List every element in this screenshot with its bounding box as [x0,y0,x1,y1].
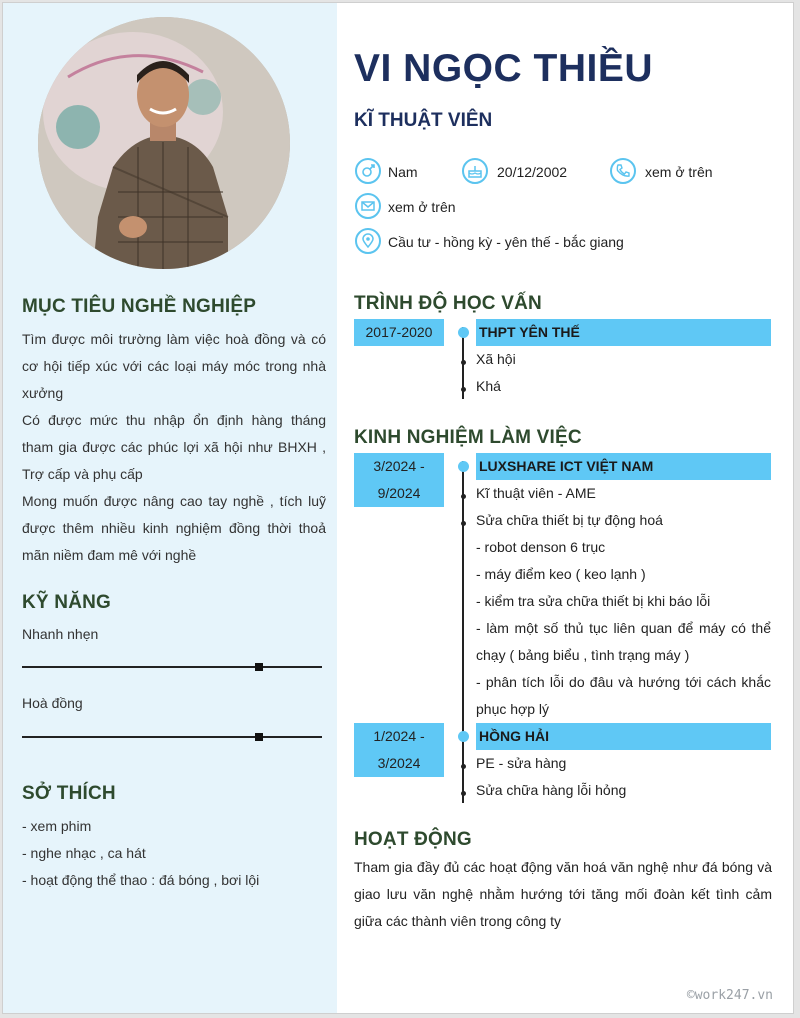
education-date: 2017-2020 [354,319,444,346]
hobby-item: - hoạt động thể thao : đá bóng , bơi lội [22,872,260,888]
email-icon [355,193,381,219]
hobby-item: - nghe nhạc , ca hát [22,845,146,861]
timeline-dot [458,731,469,742]
objective-paragraph-1: Tìm được môi trường làm việc hoà đồng và có cơ hội tiếp xúc với các loại máy móc trong nhà xưởng [22,331,326,401]
timeline-bullet [461,494,466,499]
hobbies-heading: SỞ THÍCH [22,783,116,804]
cv-page [2,2,794,1014]
objective-paragraph-2: Có được mức thu nhập ổn định hàng tháng tham gia được các phúc lợi xã hội như BHXH , Trợ cấp và phụ cấp [22,412,326,482]
education-school: THPT YÊN THẾ [476,319,771,346]
skill-level-marker [255,663,263,671]
skill-bar [22,736,322,738]
experience-date [354,723,444,777]
timeline-bullet [461,791,466,796]
email-value: xem ở trên [388,199,456,215]
gender-icon [355,158,381,184]
skills-heading: KỸ NĂNG [22,592,112,613]
phone-value: xem ở trên [645,164,713,180]
education-heading: TRÌNH ĐỘ HỌC VẤN [354,293,542,314]
timeline-bullet [461,387,466,392]
objective-paragraph-3: Mong muốn được nâng cao tay nghề , tích luỹ được thêm nhiều kinh nghiệm đồng thời thoả mãn niềm đam mê với nghề [22,493,326,563]
activities-text: Tham gia đầy đủ các hoạt động văn hoá văn nghệ như đá bóng và giao lưu văn nghệ nhằm hướng tới tăng mối đoàn kết tình cảm giữa các thành viên trong công ty [354,859,772,929]
objective-heading: MỤC TIÊU NGHỀ NGHIỆP [22,296,257,317]
experience-company: HỒNG HẢI [476,723,771,750]
gender-value: Nam [388,164,418,180]
education-detail: Xã hội [476,351,516,367]
candidate-name: VI NGỌC THIỀU [354,47,654,90]
experience-timeline [462,461,464,803]
experience-task: Sửa chữa hàng lỗi hỏng [476,782,627,798]
timeline-bullet [461,360,466,365]
timeline-dot [458,461,469,472]
birthday-cake-icon [462,158,488,184]
experience-task-item: - máy điểm keo ( keo lạnh ) [476,566,646,582]
avatar [38,17,290,269]
experience-date-start: 3/2024 - [373,458,425,474]
experience-date [354,453,444,507]
phone-icon [610,158,636,184]
location-icon [355,228,381,254]
experience-task-item: - robot denson 6 trục [476,539,606,555]
skill-name: Nhanh nhẹn [22,626,99,642]
experience-task-item: - kiểm tra sửa chữa thiết bị khi báo lỗi [476,593,711,609]
experience-heading: KINH NGHIỆM LÀM VIỆC [354,427,582,448]
experience-task: Sửa chữa thiết bị tự động hoá [476,512,663,528]
education-detail: Khá [476,378,501,394]
experience-date-start: 1/2024 - [373,728,425,744]
address-value: Cầu tư - hồng kỳ - yên thế - bắc giang [388,234,624,250]
job-title: KĨ THUẬT VIÊN [354,110,493,131]
timeline-dot [458,327,469,338]
experience-role: PE - sửa hàng [476,755,567,771]
experience-company: LUXSHARE ICT VIỆT NAM [476,453,771,480]
experience-task-item: - phân tích lỗi do đâu và hướng tới cách khắc phục hợp lý [476,674,771,717]
skill-bar [22,666,322,668]
skill-name: Hoà đồng [22,695,83,711]
experience-role: Kĩ thuật viên - AME [476,485,596,501]
activities-heading: HOẠT ĐỘNG [354,829,472,850]
timeline-bullet [461,764,466,769]
sidebar [3,3,337,1014]
experience-date-end: 9/2024 [377,485,421,501]
hobby-item: - xem phim [22,818,92,834]
skill-level-marker [255,733,263,741]
experience-task-item: - làm một số thủ tục liên quan để máy có thể chạy ( bảng biểu , tình trạng máy ) [476,620,771,663]
birthday-value: 20/12/2002 [497,164,568,180]
timeline-bullet [461,521,466,526]
experience-date-end: 3/2024 [377,755,421,771]
watermark: ©work247.vn [686,988,773,1003]
